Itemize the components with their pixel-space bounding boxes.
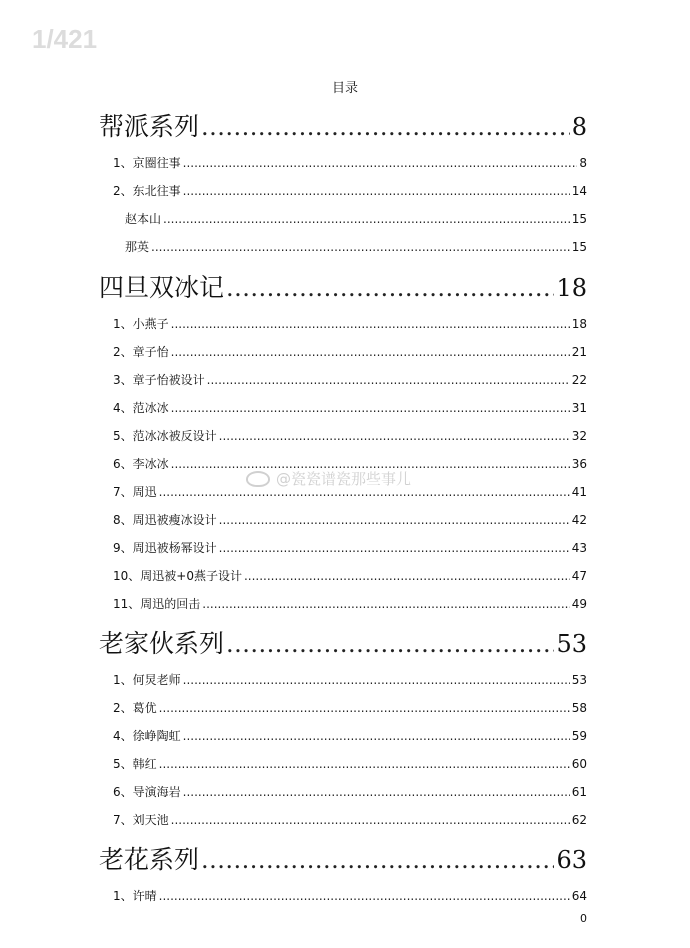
toc-entry-title: 赵本山 (125, 212, 162, 226)
toc-entry-page: 53 (571, 673, 587, 687)
toc-entry[interactable] (0, 315, 690, 337)
toc-entry-page: 58 (571, 701, 587, 715)
toc-entry-title: 5、范冰冰被反设计 (113, 429, 217, 443)
toc-entry-page: 15 (571, 212, 587, 226)
toc-entry-page: 61 (571, 785, 587, 799)
toc-entry[interactable] (0, 371, 690, 393)
watermark-text: @瓷瓷谱瓷那些事儿 (276, 470, 412, 488)
toc-entry-page: 42 (571, 513, 587, 527)
toc-leader-dots (183, 184, 570, 198)
toc-entry-title: 5、韩红 (113, 757, 157, 771)
toc-section-title: 老家伙系列 (99, 629, 225, 658)
toc-entry[interactable] (0, 399, 690, 421)
toc-section-page: 18 (556, 274, 587, 302)
toc-entry-title: 11、周迅的回击 (113, 597, 201, 611)
toc-entry[interactable] (0, 783, 690, 805)
toc-section-page: 53 (556, 630, 587, 658)
toc-entry[interactable] (0, 811, 690, 833)
toc-leader-dots (226, 630, 554, 658)
toc-leader-dots (207, 373, 570, 387)
toc-leader-dots (171, 317, 570, 331)
toc-entry-page: 22 (571, 373, 587, 387)
toc-entry[interactable] (0, 671, 690, 693)
toc-entry-title: 6、李冰冰 (113, 457, 169, 471)
toc-section-heading[interactable] (0, 624, 690, 658)
toc-title: 目录 (331, 81, 358, 96)
toc-entry-page: 15 (571, 240, 587, 254)
toc-entry-title: 那英 (125, 240, 150, 254)
toc-entry-page: 8 (579, 156, 587, 170)
toc-leader-dots (171, 345, 570, 359)
weibo-watermark (246, 468, 411, 489)
toc-leader-dots (183, 156, 578, 170)
toc-entry[interactable] (0, 539, 690, 561)
page-number: 0 (580, 912, 587, 925)
toc-section-page: 8 (571, 113, 587, 141)
toc-leader-dots (159, 757, 570, 771)
toc-section-title: 四旦双冰记 (99, 273, 225, 302)
toc-entry-title: 7、周迅 (113, 485, 157, 499)
toc-leader-dots (183, 729, 570, 743)
toc-entry-page: 49 (571, 597, 587, 611)
toc-subentry[interactable] (0, 210, 690, 232)
toc-section-title: 老花系列 (99, 845, 200, 874)
toc-leader-dots (163, 212, 570, 226)
toc-leader-dots (183, 673, 570, 687)
toc-leader-dots (219, 429, 570, 443)
toc-entry-page: 36 (571, 457, 587, 471)
toc-leader-dots (226, 274, 554, 302)
toc-leader-dots (201, 846, 554, 874)
toc-entry-page: 41 (571, 485, 587, 499)
toc-entry[interactable] (0, 887, 690, 909)
toc-entry-page: 14 (571, 184, 587, 198)
toc-subentry[interactable] (0, 238, 690, 260)
toc-entry[interactable] (0, 511, 690, 533)
toc-entry-title: 1、许晴 (113, 889, 157, 903)
toc-entry-title: 4、徐峥陶虹 (113, 729, 181, 743)
toc-leader-dots (171, 813, 570, 827)
toc-entry-page: 62 (571, 813, 587, 827)
toc-entry-title: 2、章子怡 (113, 345, 169, 359)
toc-entry[interactable] (0, 755, 690, 777)
toc-leader-dots (219, 541, 570, 555)
toc-leader-dots (171, 401, 570, 415)
toc-section-title: 帮派系列 (99, 112, 200, 141)
toc-section-heading[interactable] (0, 840, 690, 874)
toc-entry-page: 18 (571, 317, 587, 331)
toc-entry[interactable] (0, 699, 690, 721)
toc-leader-dots (183, 785, 570, 799)
toc-entry-page: 31 (571, 401, 587, 415)
toc-entry-title: 3、章子怡被设计 (113, 373, 205, 387)
toc-section-page: 63 (556, 846, 587, 874)
page-counter: 1/421 (32, 24, 98, 54)
toc-entry[interactable] (0, 727, 690, 749)
toc-entry-title: 4、范冰冰 (113, 401, 169, 415)
toc-entry-page: 64 (571, 889, 587, 903)
toc-entry-page: 43 (571, 541, 587, 555)
toc-leader-dots (159, 701, 570, 715)
toc-leader-dots (202, 597, 569, 611)
toc-leader-dots (244, 569, 570, 583)
toc-entry-title: 1、小燕子 (113, 317, 169, 331)
toc-leader-dots (201, 113, 570, 141)
toc-entry-title: 2、东北往事 (113, 184, 181, 198)
toc-leader-dots (219, 513, 570, 527)
toc-entry-page: 60 (571, 757, 587, 771)
weibo-icon (246, 471, 270, 487)
toc-entry-title: 1、京圈往事 (113, 156, 181, 170)
toc-entry-title: 1、何炅老师 (113, 673, 181, 687)
toc-entry[interactable] (0, 343, 690, 365)
toc-entry-page: 32 (571, 429, 587, 443)
toc-entry-page: 47 (571, 569, 587, 583)
toc-section-heading[interactable] (0, 107, 690, 141)
toc-entry[interactable] (0, 595, 690, 617)
toc-entry[interactable] (0, 427, 690, 449)
toc-entry-title: 10、周迅被+0燕子设计 (113, 569, 242, 583)
toc-entry[interactable] (0, 154, 690, 176)
toc-entry[interactable] (0, 567, 690, 589)
toc-entry-title: 8、周迅被瘦冰设计 (113, 513, 217, 527)
toc-entry-title: 6、导演海岩 (113, 785, 181, 799)
toc-leader-dots (159, 889, 570, 903)
toc-entry[interactable] (0, 182, 690, 204)
toc-section-heading[interactable] (0, 268, 690, 302)
toc-entry-page: 21 (571, 345, 587, 359)
toc-entry-title: 9、周迅被杨幂设计 (113, 541, 217, 555)
toc-entry-page: 59 (571, 729, 587, 743)
toc-leader-dots (151, 240, 570, 254)
toc-entry-title: 2、葛优 (113, 701, 157, 715)
toc-entry-title: 7、刘天池 (113, 813, 169, 827)
